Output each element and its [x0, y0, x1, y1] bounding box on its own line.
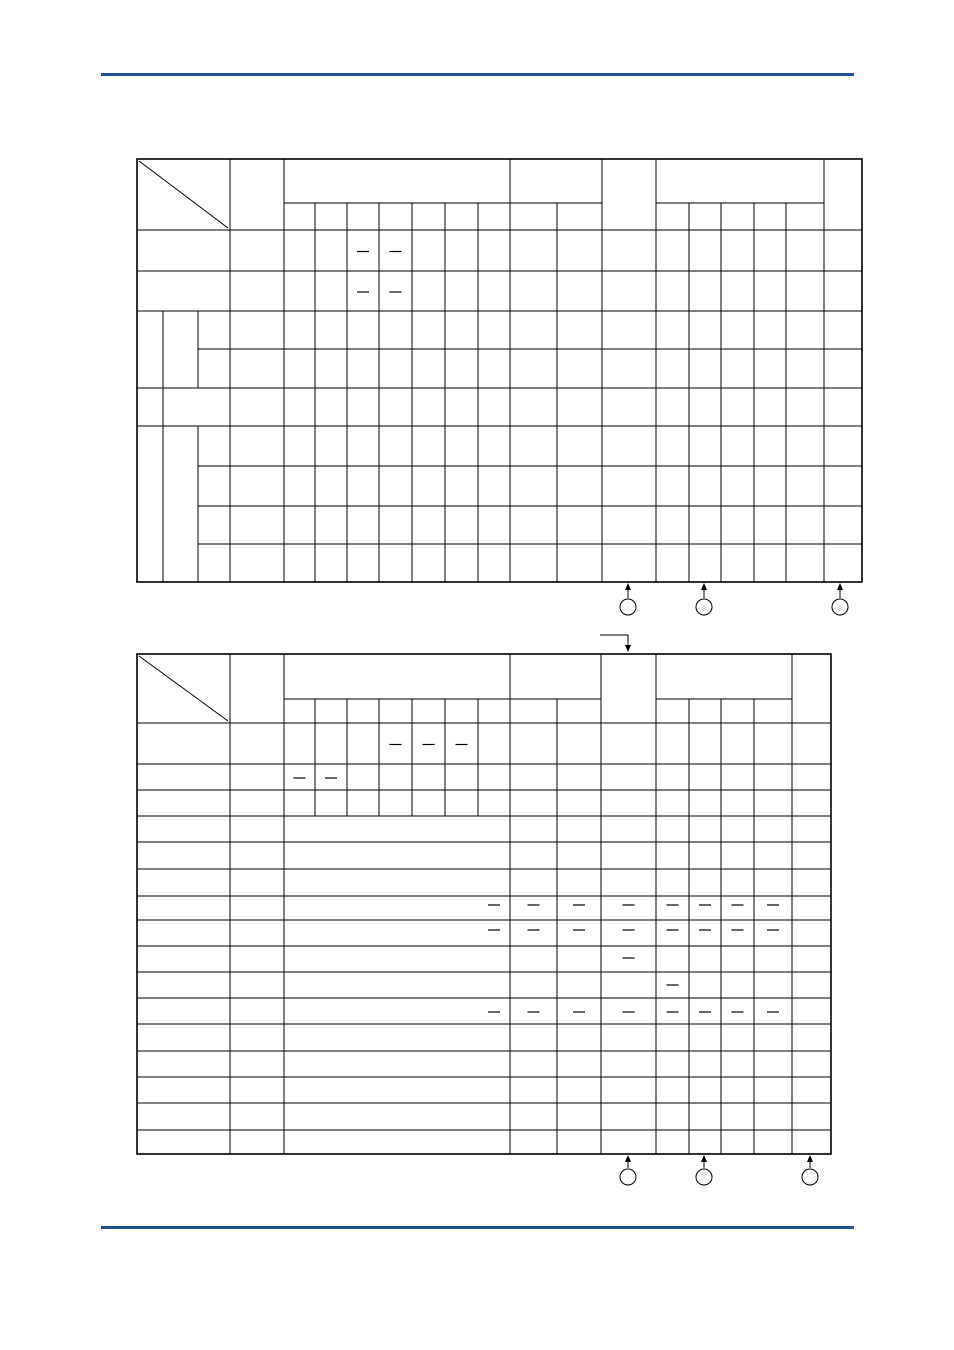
table-annotations: [600, 583, 848, 1185]
header-leader-arrowhead: [625, 645, 631, 652]
callout-arrowhead: [837, 583, 843, 590]
lower-circle-3: [802, 1169, 818, 1185]
callout-arrowhead: [625, 1155, 631, 1162]
upper-circle-1: [620, 599, 636, 615]
lower-table: [137, 654, 831, 1154]
upper-table: [137, 159, 862, 582]
callout-arrowhead: [701, 1155, 707, 1162]
upper-circle-3: [832, 599, 848, 615]
upper-border: [137, 159, 862, 582]
callout-arrowhead: [807, 1155, 813, 1162]
header-diagonal: [139, 161, 228, 228]
upper-circle-2: [696, 599, 712, 615]
lower-border: [137, 654, 831, 1154]
lower-circle-1: [620, 1169, 636, 1185]
header-leader: [600, 635, 628, 649]
header-diagonal: [139, 656, 228, 721]
callout-arrowhead: [701, 583, 707, 590]
lower-circle-2: [696, 1169, 712, 1185]
callout-arrowhead: [625, 583, 631, 590]
